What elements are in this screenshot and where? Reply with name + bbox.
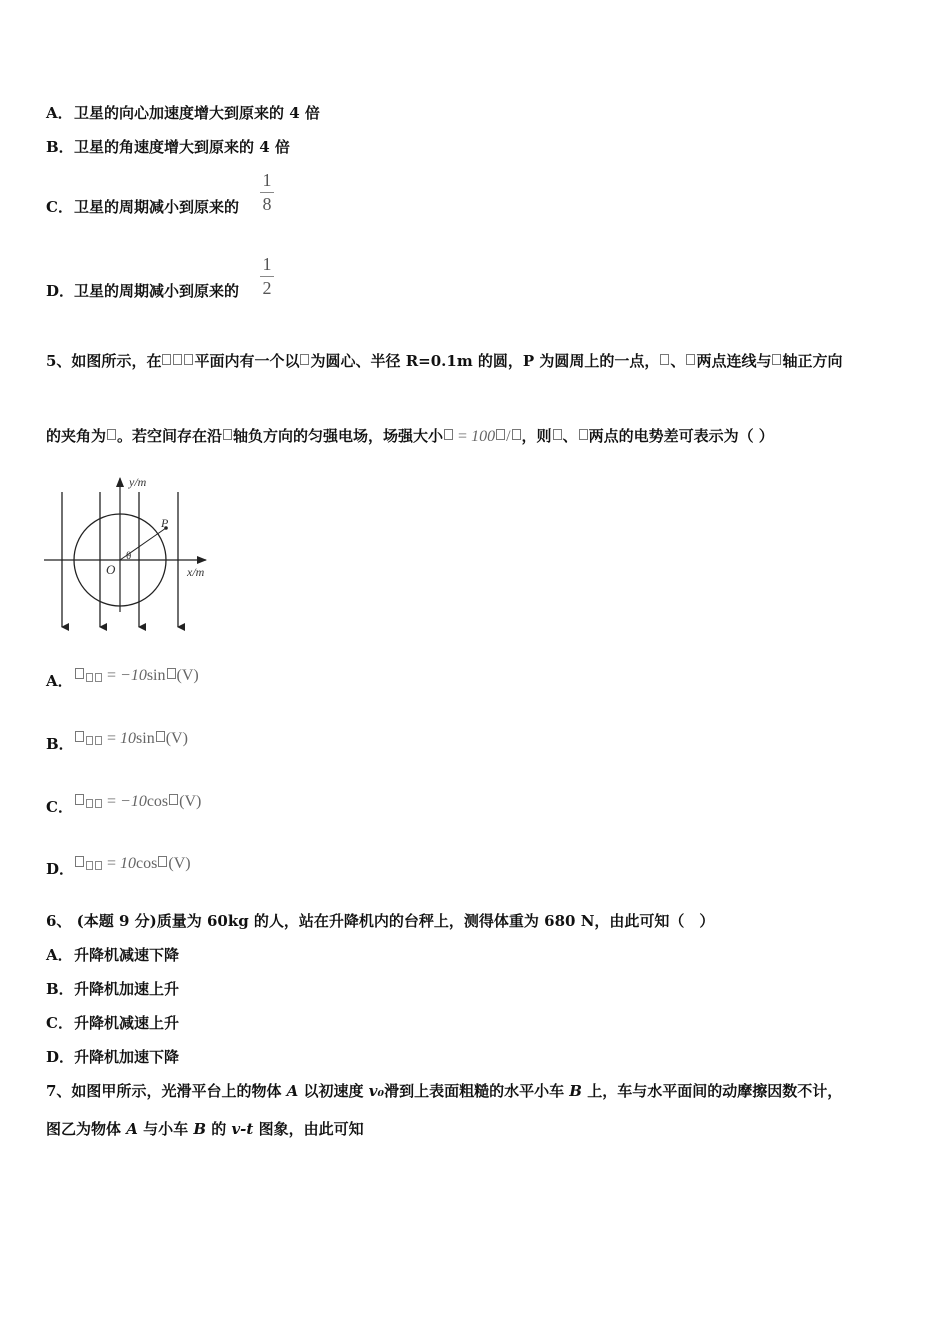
- q6-option-a: [46, 944, 179, 965]
- stem-text: 轴负方向的匀强电场，场强大小: [233, 427, 444, 445]
- formula-coefficient: 10: [120, 855, 137, 872]
- object-a-symbol: A: [126, 1120, 138, 1138]
- option-formula: [74, 855, 191, 872]
- fraction-one-half: [260, 254, 274, 299]
- missing-glyph-icon: [686, 354, 695, 365]
- formula-unit: (V): [176, 667, 199, 684]
- formula-coefficient: −10: [120, 793, 147, 810]
- formula-equals: =: [107, 667, 117, 684]
- option-letter: D．: [46, 860, 75, 878]
- missing-glyph-icon: [173, 354, 182, 365]
- stem-text: 7、如图甲所示，光滑平台上的物体: [46, 1082, 287, 1100]
- missing-glyph-icon: [184, 354, 193, 365]
- formula-unit: (V): [179, 793, 202, 810]
- formula-equals: =: [107, 730, 117, 747]
- option-letter: B．: [46, 138, 74, 156]
- q5-stem-line2: [46, 425, 774, 446]
- stem-text: 图乙为物体: [46, 1120, 127, 1138]
- stem-text: 滑到上表面粗糙的水平小车: [384, 1082, 570, 1100]
- stem-text: 、: [670, 352, 686, 370]
- option-letter: C．: [46, 1014, 73, 1032]
- missing-glyph-icon: [75, 668, 84, 679]
- option-text: 升降机加速上升: [74, 980, 180, 998]
- formula-unit: (V): [168, 855, 191, 872]
- q4-option-a: [46, 102, 320, 123]
- stem-text: 以初速度: [298, 1082, 369, 1100]
- q7-stem-line2: [46, 1118, 364, 1139]
- option-letter: C．: [46, 198, 73, 216]
- missing-glyph-icon: [75, 794, 84, 805]
- object-b-symbol: B: [193, 1120, 207, 1138]
- missing-glyph-icon: [444, 429, 453, 440]
- q4-option-b: [46, 136, 290, 157]
- stem-text: 轴正方向: [782, 352, 843, 370]
- fraction-denominator: 8: [262, 194, 272, 214]
- option-text: 卫星的角速度增大到原来的 4 倍: [74, 138, 290, 156]
- q4-option-d: [46, 280, 239, 301]
- q6-option-b: [46, 978, 179, 999]
- formula-equals: =: [107, 855, 117, 872]
- missing-glyph-icon: [223, 429, 232, 440]
- stem-text: 为圆心、半径 R=0.1m 的圆，P 为圆周上的一点，: [310, 352, 660, 370]
- object-b-symbol: B: [569, 1082, 582, 1100]
- formula-slash: /: [506, 428, 511, 445]
- option-text: 卫星的向心加速度增大到原来的 4 倍: [74, 104, 320, 122]
- formula-equals: =: [458, 428, 468, 445]
- option-letter: A．: [46, 104, 73, 122]
- option-letter: B．: [46, 980, 74, 998]
- stem-text: 平面内有一个以: [194, 352, 300, 370]
- option-formula: [74, 730, 188, 747]
- option-letter: D．: [46, 282, 75, 300]
- option-letter: C．: [46, 798, 73, 816]
- object-a-symbol: A: [286, 1082, 299, 1100]
- stem-text: 上，车与水平面间的动摩擦因数不计，: [581, 1082, 843, 1100]
- formula-coefficient: −10: [120, 667, 147, 684]
- q6-option-d: [46, 1046, 179, 1067]
- option-text: 升降机减速下降: [74, 946, 180, 964]
- stem-text: ，则: [521, 427, 552, 445]
- option-text: 升降机加速下降: [74, 1048, 180, 1066]
- field-strength-formula: [443, 428, 521, 445]
- missing-glyph-icon: [86, 861, 93, 870]
- missing-glyph-icon: [86, 673, 93, 682]
- y-axis-label: y/m: [129, 475, 147, 489]
- formula-function: sin: [146, 667, 166, 684]
- formula-function: sin: [136, 730, 155, 747]
- fraction-denominator: 2: [262, 278, 272, 298]
- missing-glyph-icon: [107, 429, 116, 440]
- q5-option-a: [46, 667, 199, 691]
- q6-option-c: [46, 1012, 179, 1033]
- stem-text: 两点连线与: [696, 352, 772, 370]
- missing-glyph-icon: [75, 856, 84, 867]
- point-p-label: P: [161, 516, 169, 530]
- missing-glyph-icon: [169, 794, 178, 805]
- formula-function: cos: [136, 855, 158, 872]
- stem-text: 的夹角为: [46, 427, 107, 445]
- formula-equals: =: [107, 793, 117, 810]
- missing-glyph-icon: [772, 354, 781, 365]
- option-letter: B．: [46, 735, 74, 753]
- missing-glyph-icon: [162, 354, 171, 365]
- formula-function: cos: [146, 793, 169, 810]
- missing-glyph-icon: [95, 673, 102, 682]
- formula-coefficient: 10: [120, 730, 137, 747]
- stem-text: 图象，由此可知: [253, 1120, 364, 1138]
- option-letter: A．: [46, 946, 73, 964]
- stem-text: 。若空间存在沿: [117, 427, 223, 445]
- missing-glyph-icon: [158, 856, 167, 867]
- missing-glyph-icon: [75, 731, 84, 742]
- stem-text: 的: [206, 1120, 232, 1138]
- initial-velocity-symbol: v₀: [368, 1082, 385, 1100]
- option-text: 升降机减速上升: [74, 1014, 180, 1032]
- missing-glyph-icon: [95, 799, 102, 808]
- missing-glyph-icon: [86, 736, 93, 745]
- option-letter: D．: [46, 1048, 75, 1066]
- missing-glyph-icon: [496, 429, 505, 440]
- missing-glyph-icon: [86, 799, 93, 808]
- option-formula: [74, 667, 199, 684]
- q7-stem-line1: [46, 1080, 842, 1101]
- missing-glyph-icon: [512, 429, 521, 440]
- q5-option-c: [46, 793, 202, 817]
- origin-label: O: [106, 562, 116, 577]
- missing-glyph-icon: [553, 429, 562, 440]
- electric-field-circle-figure: [40, 472, 220, 637]
- formula-value: 100: [471, 428, 496, 445]
- missing-glyph-icon: [156, 731, 165, 742]
- angle-label: θ: [126, 550, 132, 562]
- missing-glyph-icon: [167, 668, 176, 679]
- stem-text: 与小车: [137, 1120, 194, 1138]
- missing-glyph-icon: [300, 354, 309, 365]
- option-letter: A．: [46, 672, 73, 690]
- stem-text: 两点的电势差可表示为（ ）: [588, 427, 774, 445]
- missing-glyph-icon: [579, 429, 588, 440]
- missing-glyph-icon: [660, 354, 669, 365]
- q6-stem: 6、 (本题 9 分)质量为 60kg 的人，站在升降机内的台秤上，测得体重为 680 N，由此可知（ ）: [46, 912, 715, 930]
- fraction-numerator: 1: [262, 170, 272, 190]
- x-axis-label: x/m: [187, 565, 205, 579]
- q4-option-c: [46, 196, 239, 217]
- fraction-one-eighth: [260, 170, 274, 215]
- q5-option-d: [46, 855, 191, 879]
- missing-glyph-icon: [95, 736, 102, 745]
- option-formula: [74, 793, 201, 810]
- vt-symbol: v-t: [231, 1120, 254, 1138]
- stem-text: 5、如图所示，在: [46, 352, 162, 370]
- stem-text: 、: [562, 427, 578, 445]
- q5-option-b: [46, 730, 188, 754]
- missing-glyph-icon: [95, 861, 102, 870]
- option-text: 卫星的周期减小到原来的: [74, 198, 240, 216]
- formula-unit: (V): [165, 730, 188, 747]
- fraction-numerator: 1: [262, 254, 272, 274]
- q5-stem-line1: [46, 350, 842, 371]
- option-text: 卫星的周期减小到原来的: [74, 282, 240, 300]
